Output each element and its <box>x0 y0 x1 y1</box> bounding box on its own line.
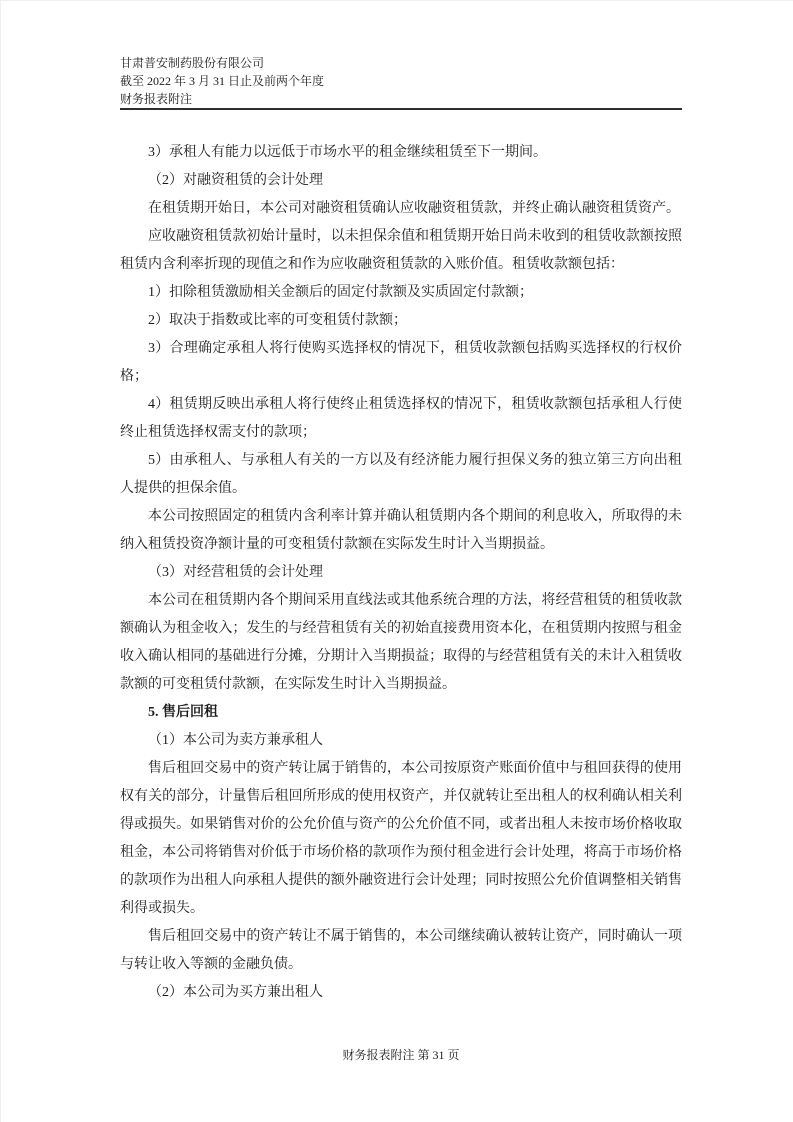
header-period-line: 截至 2022 年 3 月 31 日止及前两个年度 <box>120 74 325 88</box>
paragraph: 3）合理确定承租人将行使购买选择权的情况下，租赁收款额包括购买选择权的行权价格； <box>120 341 682 384</box>
header-company-name: 甘肃普安制药股份有限公司 <box>120 56 265 70</box>
paragraph: 1）扣除租赁激励相关金额后的固定付款额及实质固定付款额； <box>148 285 533 300</box>
footer-page-label: 财务报表附注 第 31 页 <box>342 1048 460 1062</box>
paragraph: 售后租回交易中的资产转让属于销售的，本公司按原资产账面价值中与租回获得的使用权有关的部分，计量售后租回所形成的使用权资产，并仅就转让至出租人的权利确认相关利得或损失。如果销售对价的公允价值与资产的公允价值不同，或者出租人未按市场价格收取租金，本公司将销售对价低于市场价格的款项作为预付租金进行会计处理，将高于市场价格的款项作为出租人向承租人提供的额外融资进行会计处理；同时按照公允价值调整相关销售利得或损失。 <box>120 761 682 916</box>
paragraph: 2）取决于指数或比率的可变租赁付款额； <box>148 313 407 328</box>
document-body <box>120 139 682 1007</box>
header-divider-rule <box>120 108 682 110</box>
paragraph: 3）承租人有能力以远低于市场水平的租金继续租赁至下一期间。 <box>148 145 547 160</box>
paragraph: 5）由承租人、与承租人有关的一方以及有经济能力履行担保义务的独立第三方向出租人提供的担保余值。 <box>120 453 682 496</box>
paragraph: 在租赁期开始日，本公司对融资租赁确认应收融资租赁款，并终止确认融资租赁资产。 <box>148 201 680 216</box>
header-doc-title: 财务报表附注 <box>120 92 193 106</box>
section-heading-sale-leaseback: 5. 售后回租 <box>148 705 218 720</box>
page-footer <box>120 1046 682 1064</box>
paragraph: 4）租赁期反映出承租人将行使终止租赁选择权的情况下，租赁收款额包括承租人行使终止租赁选择权需支付的款项； <box>120 397 682 440</box>
paragraph: （2）对融资租赁的会计处理 <box>148 173 323 188</box>
paragraph: （3）对经营租赁的会计处理 <box>148 565 323 580</box>
paragraph: （2）本公司为买方兼出租人 <box>148 985 323 1000</box>
paragraph: 应收融资租赁款初始计量时，以未担保余值和租赁期开始日尚未收到的租赁收款额按照租赁内含利率折现的现值之和作为应收融资租赁款的入账价值。租赁收款额包括： <box>120 229 682 272</box>
paragraph: （1）本公司为卖方兼承租人 <box>148 733 323 748</box>
paragraph: 本公司按照固定的租赁内含利率计算并确认租赁期内各个期间的利息收入，所取得的未纳入租赁投资净额计量的可变租赁付款额在实际发生时计入当期损益。 <box>120 509 682 552</box>
paragraph: 售后租回交易中的资产转让不属于销售的，本公司继续确认被转让资产，同时确认一项与转让收入等额的金融负债。 <box>120 929 682 972</box>
page-header <box>120 54 682 108</box>
paragraph: 本公司在租赁期内各个期间采用直线法或其他系统合理的方法，将经营租赁的租赁收款额确认为租金收入；发生的与经营租赁有关的初始直接费用资本化，在租赁期内按照与租金收入确认相同的基础进行分摊，分期计入当期损益；取得的与经营租赁有关的未计入租赁收款额的可变租赁付款额，在实际发生时计入当期损益。 <box>120 593 682 692</box>
